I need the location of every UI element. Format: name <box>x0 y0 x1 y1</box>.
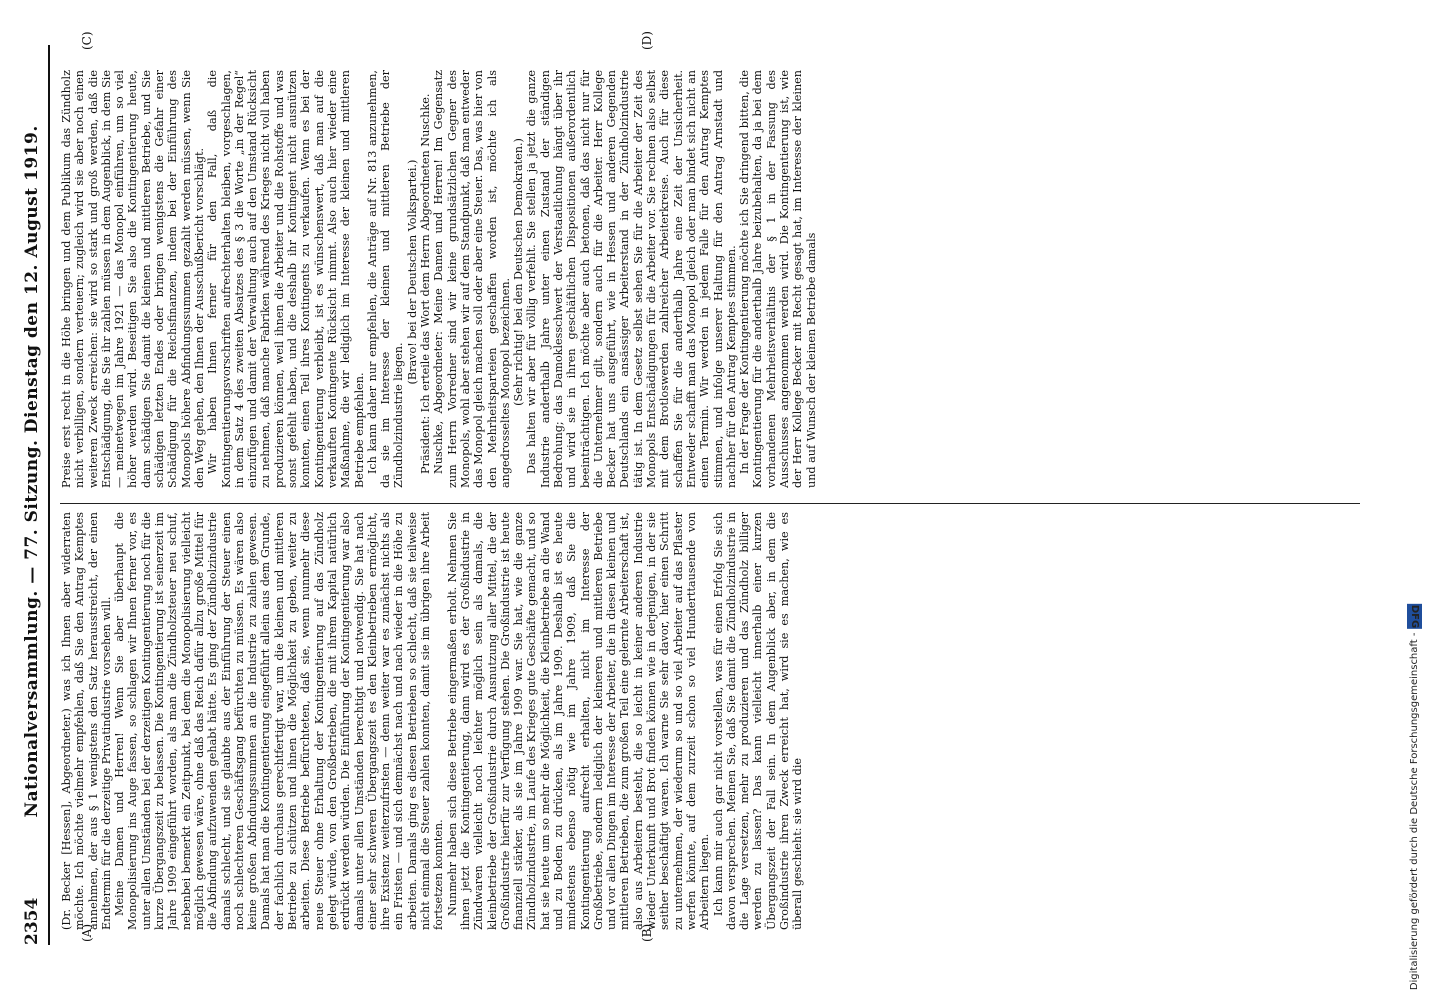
paragraph: Nuschke, Abgeordneter: Meine Damen und Herren! Im Gegensatz zum Herrn Vorredner sind wir keine grundsätzlichen Gegner des Monopols, wohl aber stehen wir auf dem Standpunkt, daß man entweder das Monopol gleich machen soll oder aber eine Steuer. Das, was hier von den Mehrheitsparteien geschaffen worden ist, möchte ich als angedrosseltes Monopol bezeichnen. <box>432 70 512 488</box>
paragraph: Preise erst recht in die Höhe bringen und dem Publikum das Zündholz nicht verbilligen, sondern verteuern; zugleich wird sie aber noch einen weiteren Zweck erreichen: sie wird so stark und groß werden, daß die Entschädigung, die Sie ihr zahlen müssen in dem Augenblick, in dem Sie — meinetwegen im Jahre 1921 — das Monopol einführen, um so viel höher werden wird. Beseitigen Sie also die Kontingentierung heute, dann schädigen Sie damit die kleinen und mittleren Betriebe, und Sie schädigen letzten Endes oder bringen wenigstens die Gefahr einer Schädigung für die Reichsfinanzen, indem bei der Einführung des Monopols höhere Abfindungssummen gezahlt werden müssen, wenn Sie den Weg gehen, den Ihnen der Ausschußbericht vorschlägt. <box>60 70 206 488</box>
paragraph: Das halten wir aber für völlig verfehlt. Sie stellen ja jetzt die ganze Industrie anderthalb Jahre unter einen Zustand der ständigen Bedrohung; das Damoklesschwert der Verstaatlichung hängt über ihr und wird sie in ihren geschäftlichen Dispositionen außerordentlich beeinträchtigen. Ich möchte aber auch betonen, daß das nicht nur für die Unternehmer gilt, sondern auch für die Arbeiter. Herr Kollege Becker hat uns ausgeführt, wie in Hessen und anderen Gegenden Deutschlands ein ansässiger Arbeiterstand in der Zündholzindustrie tätig ist. In dem Gesetz selbst sehen Sie für die Arbeiter der Zeit des Monopols Entschädigungen für die Arbeiter vor. Sie rechnen also selbst mit dem Brotloswerden zahlreicher Arbeiterkreise. Auch für diese schaffen Sie für die anderthalb Jahre eine Zeit der Unsicherheit. Entweder schafft man das Monopol gleich oder man bindet sich nicht an einen Termin. Wir werden in jedem Falle für den Antrag Kemptes stimmen, und infolge unserer Haltung für den Antrag Arnstadt und nachher für den Antrag Kemptes stimmen. <box>525 70 738 488</box>
page-number: 2354 <box>22 897 42 945</box>
digitization-text: Digitalisierung gefördert durch die Deutsche Forschungsgemeinschaft - <box>1408 632 1420 990</box>
page-header <box>22 45 50 945</box>
paragraph: Ich kann daher nur empfehlen, die Anträge auf Nr. 813 anzunehmen, da sie im Interesse der kleinen und mittleren Betriebe der Zündholzindustrie liegen. <box>365 70 406 488</box>
paragraph: Ich kann mir auch gar nicht vorstellen, was für einen Erfolg Sie sich davon versprechen. Meinen Sie, daß Sie damit die Zündholzindustrie in die Lage versetzen, mehr zu produzieren und das Zündholz billiger werden zu lassen? Das kann vielleicht innerhalb einer kurzen Übergangszeit der Fall sein. In dem Augenblick aber, in dem die Großindustrie ihren Zweck erreicht hat, wird sie es machen, wie es überall geschieht: sie wird die <box>711 512 805 930</box>
right-column <box>60 70 1360 488</box>
margin-marker-d: (D) <box>640 31 654 50</box>
digitization-note <box>1404 10 1424 990</box>
column-divider <box>60 503 1360 504</box>
paragraph: In der Frage der Kontingentierung möchte ich Sie dringend bitten, die Kontingentierung für die anderthalb Jahre beizubehalten, da ja bei dem vorhandenen Mehrheitsverhältnis der § 1 in der Fassung des Ausschusses angenommen werden wird. Die Kontingentierung ist, wie der Herr Kollege Becker mit Recht gesagt hat, im Interesse der kleinen und auf Wunsch der kleinen Betriebe damals <box>738 70 818 488</box>
left-column <box>60 512 1360 930</box>
paragraph: Wir haben Ihnen ferner für den Fall, daß die Kontingentierungsvorschriften aufrechterhalten bleiben, vorgeschlagen, in dem Satz 4 des zweiten Absatzes des § 3 die Worte „in der Regel“ einzufügen und damit der Verwaltung auch auf den Umstand Rücksicht zu nehmen, daß manche Fabriken während des Krieges nicht voll haben produzieren können, weil ihnen die Arbeiter und die Rohstoffe und was sonst gefehlt haben, und die deshalb ihr Kontingent nicht ausnützen konnten, einen Teil ihres Kontingents zu verkaufen. Wenn es bei der Kontingentierung verbleibt, ist es wünschenswert, daß man auf die verkauften Kontingente Rücksicht nimmt. Also auch hier wieder eine Maßnahme, die wir lediglich im Interesse der kleinen und mittleren Betriebe empfehlen. <box>206 70 366 488</box>
paragraph: (Dr. Becker [Hessen], Abgeordneter.) was ich Ihnen aber widerraten möchte. Ich möchte vielmehr empfehlen, daß Sie den Antrag Kemptes annehmen, der aus § 1 wenigstens den Satz herausstreicht, der einen Endtermin für die derzeitige Privatindustrie vorsehen will. <box>60 512 113 930</box>
applause-note: (Bravo! bei der Deutschen Volkspartei.) <box>405 159 419 385</box>
paragraph: Meine Damen und Herren! Wenn Sie aber überhaupt die Monopolisierung ins Auge fassen, so schlagen wir Ihnen ferner vor, es unter allen Umständen bei der derzeitigen Kontingentierung noch für die kurze Übergangszeit zu belassen. Die Kontingentierung ist seinerzeit im Jahre 1909 eingeführt worden, als man die Zündholzsteuer neu schuf, nebenbei bemerkt ein Zeitpunkt, bei dem die Monopolisierung vielleicht möglich gewesen wäre, ohne daß das Reich dafür allzu große Mittel für die Abfindung aufzuwenden gehabt hätte. Es ging der Zündholzindustrie damals schlecht, und sie glaubte aus der Einführung der Steuer einen noch schlechteren Geschäftsgang befürchten zu müssen. Es wären also keine großen Abfindungssummen an die Industrie zu zahlen gewesen. Damals hat man die Kontingentierung eingeführt allein aus dem Grunde, der fachlich durchaus gerechtfertigt war, um die kleinen und mittleren Betriebe zu schützen und ihnen die Möglichkeit zu geben, weiter zu arbeiten. Diese Betriebe befürchteten, daß sie, wenn nunmehr diese neue Steuer ohne Erhaltung der Kontingentierung auf das Zündholz gelegt würde, von den Großbetrieben, die mit ihrem Kapital natürlich erdrückt werden würden. Die Einführung der Kontingentierung war also damals unter allen Umständen berechtigt und notwendig. Sie hat nach einer sehr schweren Übergangszeit es den Kleinbetrieben ermöglicht, ihre Existenz weiterzufristen — denn weiter war es zunächst nichts als ein Fristen — und sich demnächst nach und nach wieder in die Höhe zu arbeiten. Damals ging es diesen Betrieben so schlecht, daß sie teilweise nicht einmal die Steuer zahlen konnten, damit sie im übrigen ihre Arbeit fortsetzen konnten. <box>113 512 446 930</box>
interjection-note: (Sehr richtig! bei den Deutschen Demokraten.) <box>512 138 526 406</box>
margin-marker-a: (A) <box>80 923 94 942</box>
paragraph: Präsident: Ich erteile das Wort dem Herrn Abgeordneten Nuschke. <box>419 93 433 474</box>
margin-marker-b: (B) <box>640 923 654 942</box>
margin-marker-c: (C) <box>80 31 94 50</box>
header-title: Nationalversammlung. — 77. Sitzung. Dienstag den 12. August 1919. <box>22 125 42 818</box>
paragraph: Nunmehr haben sich diese Betriebe eingermaßen erholt. Nehmen Sie ihnen jetzt die Kontingentierung, dann wird es der Großindustrie in Zündwaren vielleicht noch leichter möglich sein als damals, die kleinbetriebe der Großindustrie durch Ausnutzung aller Mittel, die der Großindustrie hierfür zur Verfügung stehen. Die Großindustrie ist heute finanziell stärker, als sie im Jahre 1909 war. Sie hat, wie die ganze Zündholzindustrie, im Laufe des Krieges gute Geschäfte gemacht, und so hat sie heute um so mehr die Möglichkeit, die Kleinbetriebe an die Wand und zu Boden zu drücken, als im Jahre 1909. Deshalb ist es heute mindestens ebenso nötig wie im Jahre 1909, daß Sie die Kontingentierung aufrecht erhalten, nicht im Interesse der Großbetriebe, sondern lediglich der kleineren und mittleren Betriebe und vor allen Dingen im Interesse der Arbeiter, die in diesen kleinen und mittleren Betrieben, die zum großen Teil eine gelernte Arbeiterschaft ist, also aus Arbeitern besteht, die so leicht in keiner anderen Industrie wieder Unterkunft und Brot finden können wie in derjenigen, in der sie seither beschäftigt waren. Ich warne Sie sehr davor, hier einen Schritt zu unternehmen, der wiederum so und so viel Arbeiter auf das Pflaster werfen könnte, auf dem zurzeit schon so viel Hunderttausende von Arbeitern liegen. <box>445 512 712 930</box>
dfg-logo: DFG <box>1408 604 1420 629</box>
